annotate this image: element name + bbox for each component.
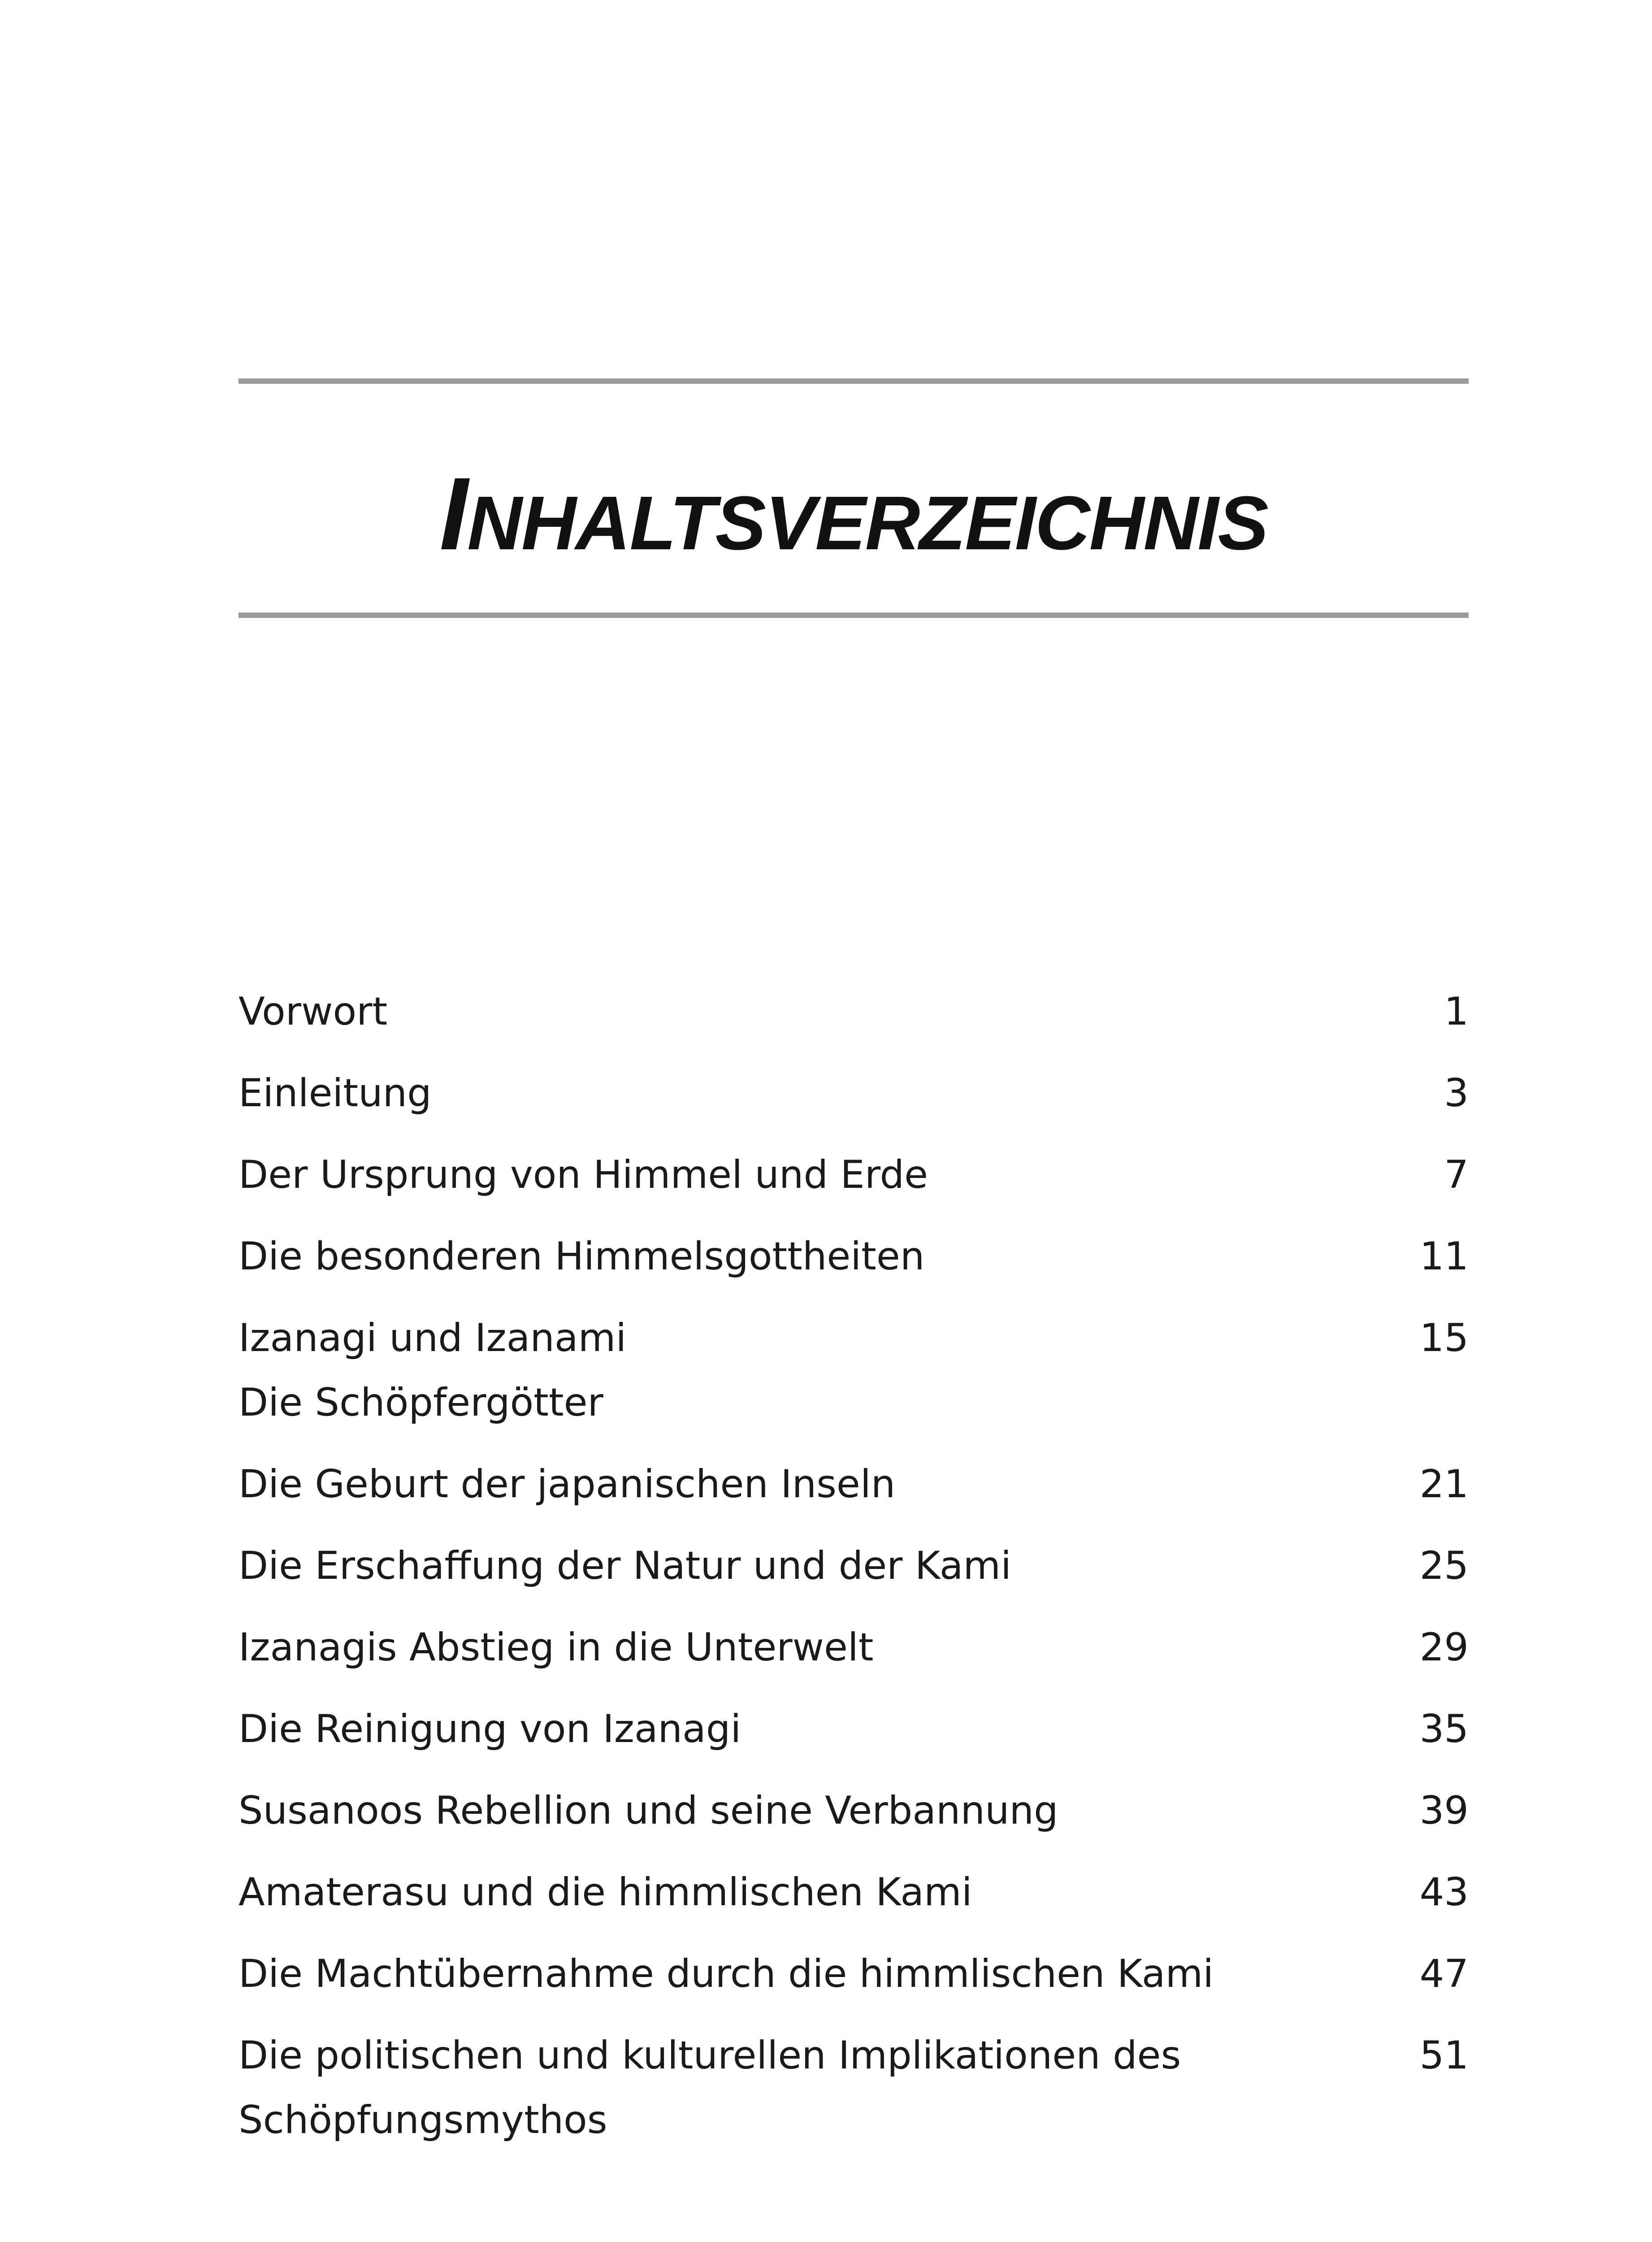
toc-entry-title-line: Izanagis Abstieg in die Unterwelt (238, 1625, 874, 1670)
toc-entry-title (238, 1778, 1292, 1843)
toc-entry-title (238, 1143, 1292, 1207)
toc-entry-title (238, 1860, 1292, 1925)
toc-entry[interactable] (238, 979, 1469, 1044)
toc-entry-page-number: 7 (1444, 1152, 1469, 1197)
table-of-contents (238, 979, 1469, 2169)
toc-entry[interactable] (238, 1306, 1469, 1435)
toc-entry-title-line: Die besonderen Himmelsgottheiten (238, 1234, 925, 1279)
toc-entry-title (238, 1452, 1292, 1516)
toc-entry-title-line: Die Reinigung von Izanagi (238, 1707, 741, 1751)
toc-entry[interactable] (238, 1452, 1469, 1516)
page-title-rest: NHALTSVERZEICHNIS (467, 481, 1268, 566)
toc-entry-page-number: 47 (1419, 1951, 1469, 1996)
toc-entry-title-line: Vorwort (238, 989, 388, 1034)
toc-entry[interactable] (238, 1143, 1469, 1207)
toc-entry-title-line: Die Schöpfergötter (238, 1380, 603, 1425)
toc-entry[interactable] (238, 1534, 1469, 1598)
toc-entry-page-number: 35 (1419, 1707, 1469, 1751)
toc-entry-title-line: Schöpfungsmythos (238, 2098, 607, 2142)
toc-entry-title (238, 1224, 1292, 1289)
toc-entry[interactable] (238, 1615, 1469, 1680)
toc-entry-page-number: 1 (1444, 989, 1469, 1034)
toc-entry[interactable] (238, 1942, 1469, 2006)
toc-entry-title-line: Der Ursprung von Himmel und Erde (238, 1152, 928, 1197)
page-title (238, 456, 1469, 572)
toc-entry-page-number: 29 (1419, 1625, 1469, 1670)
toc-entry-title-line: Amaterasu und die himmlischen Kami (238, 1870, 972, 1915)
toc-entry-title (238, 1615, 1292, 1680)
toc-entry-title-line: Einleitung (238, 1071, 432, 1116)
toc-entry-title (238, 979, 1292, 1044)
toc-entry-title (238, 1942, 1292, 2006)
toc-entry-page-number: 15 (1419, 1316, 1469, 1360)
toc-entry[interactable] (238, 2023, 1469, 2152)
toc-entry-title-line: Susanoos Rebellion und seine Verbannung (238, 1788, 1058, 1833)
toc-entry-title-line: Izanagi und Izanami (238, 1316, 627, 1360)
toc-entry-page-number: 39 (1419, 1788, 1469, 1833)
toc-entry-page-number: 11 (1419, 1234, 1469, 1279)
toc-entry-title (238, 2023, 1292, 2152)
toc-entry[interactable] (238, 1860, 1469, 1925)
bottom-divider (238, 613, 1469, 618)
toc-entry-page-number: 25 (1419, 1543, 1469, 1588)
toc-entry[interactable] (238, 1778, 1469, 1843)
toc-entry-page-number: 43 (1419, 1870, 1469, 1915)
toc-entry-page-number: 51 (1419, 2033, 1469, 2078)
toc-entry-page-number: 21 (1419, 1462, 1469, 1507)
toc-entry-title-line: Die Geburt der japanischen Inseln (238, 1462, 896, 1507)
toc-entry-title (238, 1061, 1292, 1125)
toc-entry[interactable] (238, 1224, 1469, 1289)
toc-entry-title (238, 1534, 1292, 1598)
toc-entry[interactable] (238, 1697, 1469, 1761)
toc-entry[interactable] (238, 1061, 1469, 1125)
top-divider (238, 378, 1469, 384)
page-title-initial: I (439, 456, 468, 572)
toc-entry-title (238, 1697, 1292, 1761)
toc-entry-title (238, 1306, 1292, 1435)
toc-entry-title-line: Die politischen und kulturellen Implikationen des (238, 2033, 1181, 2078)
toc-entry-title-line: Die Machtübernahme durch die himmlischen Kami (238, 1951, 1214, 1996)
toc-entry-page-number: 3 (1444, 1071, 1469, 1116)
toc-entry-title-line: Die Erschaffung der Natur und der Kami (238, 1543, 1012, 1588)
